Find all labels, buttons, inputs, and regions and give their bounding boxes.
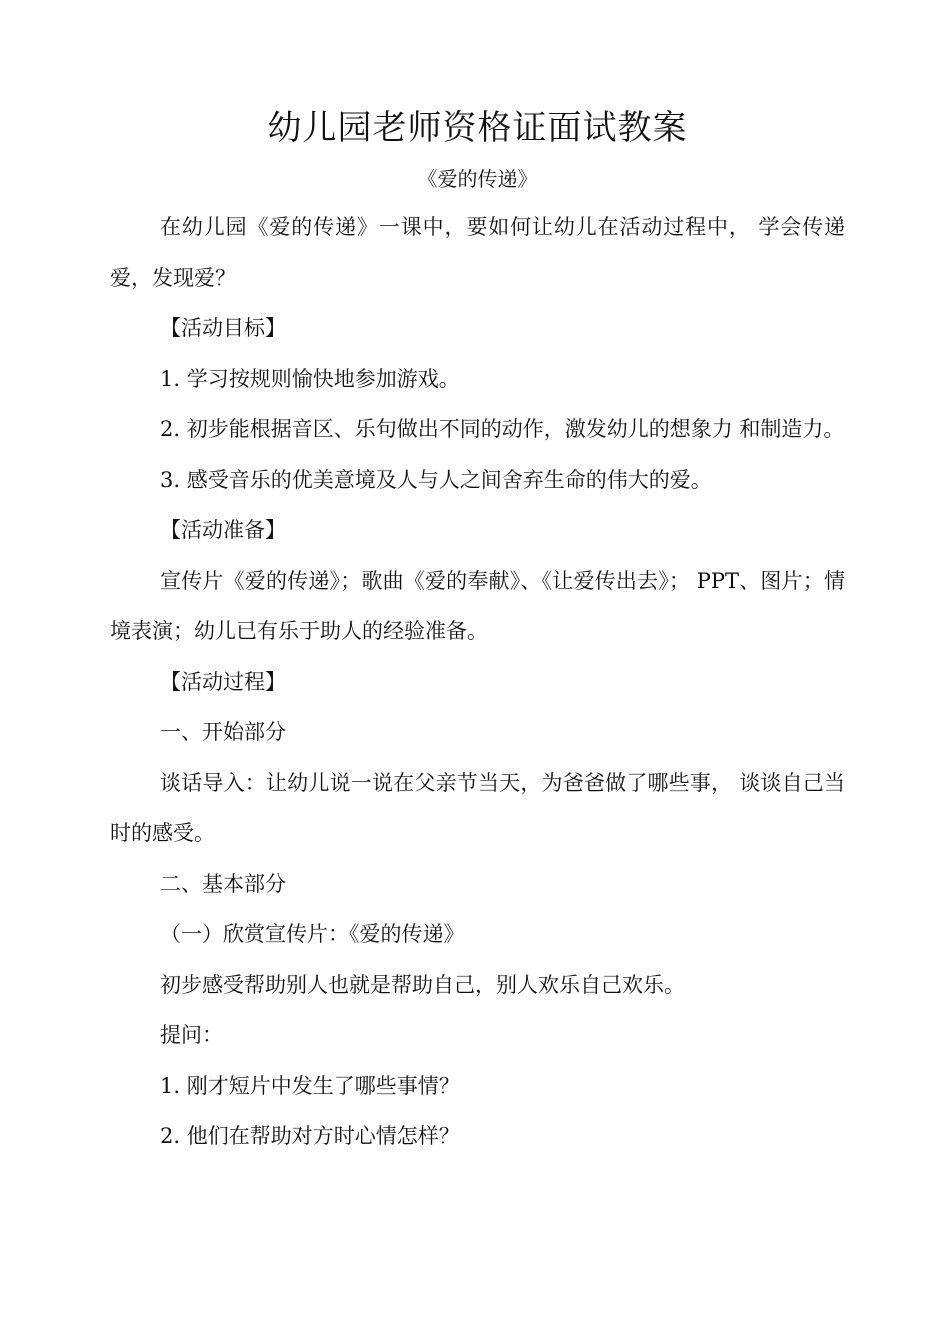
- part-heading-basic: 二、基本部分: [160, 871, 286, 896]
- goal-item-2: 2. 初步能根据音区、乐句做出不同的动作，激发幼儿的想象力 和制造力。: [160, 417, 845, 441]
- intro-talk-paragraph: 谈话导入：让幼儿说一说在父亲节当天，为爸爸做了哪些事， 谈谈自己当时的感受。: [110, 770, 845, 845]
- part-heading-start: 一、开始部分: [160, 720, 286, 744]
- section-heading-process: 【活动过程】: [160, 669, 286, 694]
- document-subtitle: 《爱的传递》: [417, 167, 538, 191]
- section-heading-goals: 【活动目标】: [160, 316, 286, 340]
- intro-paragraph: 在幼儿园《爱的传递》一课中，要如何让幼儿在活动过程中， 学会传递爱，发现爱？: [110, 215, 845, 290]
- goal-item-1: 1. 学习按规则愉快地参加游戏。: [160, 366, 460, 391]
- document-page: [110, 100, 845, 1162]
- preparation-paragraph: 宣传片《爱的传递》；歌曲《爱的奉献》、《让爱传出去》； PPT、图片；情境表演；幼儿已有乐于助人的经验准备。: [110, 568, 845, 643]
- video-feeling-paragraph: 初步感受帮助别人也就是帮助自己，别人欢乐自己欢乐。: [160, 972, 685, 997]
- question-item-2: 2. 他们在帮助对方时心情怎样？: [160, 1124, 460, 1148]
- section-heading-preparation: 【活动准备】: [160, 518, 286, 542]
- document-title: 幼儿园老师资格证面试教案: [267, 108, 688, 148]
- questions-label: 提问：: [160, 1023, 223, 1047]
- goal-item-3: 3. 感受音乐的优美意境及人与人之间舍弃生命的伟大的爱。: [160, 467, 712, 492]
- subpart-heading-video: （一）欣赏宣传片：《爱的传递》: [160, 922, 465, 946]
- question-item-1: 1. 刚才短片中发生了哪些事情？: [160, 1073, 460, 1098]
